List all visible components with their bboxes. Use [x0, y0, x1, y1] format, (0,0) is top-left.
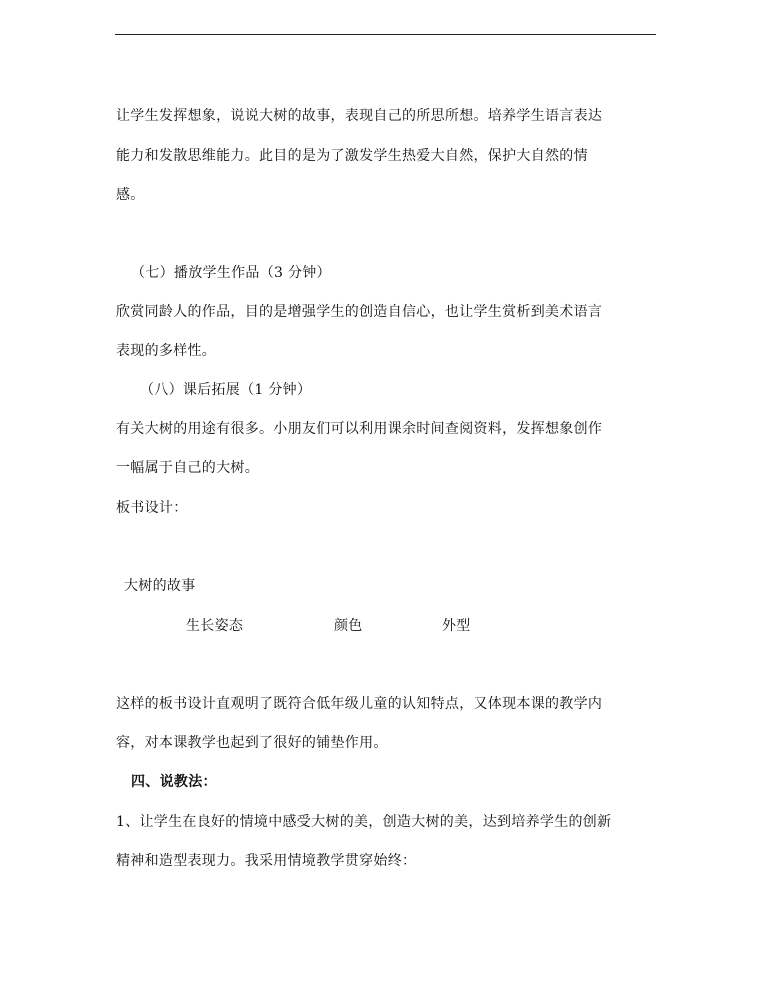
section-4-heading: 四、说教法：	[131, 774, 217, 790]
section-4-line-1: 1、让学生在良好的情境中感受大树的美，创造大树的美，达到培养学生的创新	[116, 814, 612, 830]
board-item-shape: 外型	[442, 618, 471, 634]
paragraph-1-line-1: 让学生发挥想象，说说大树的故事，表现自己的所思所想。培养学生语言表达	[116, 108, 603, 124]
section-7-line-1: 欣赏同龄人的作品，目的是增强学生的创造自信心，也让学生赏析到美术语言	[116, 304, 603, 320]
board-title: 大树的故事	[124, 578, 196, 594]
header-rule	[115, 34, 656, 35]
section-7-line-2: 表现的多样性。	[116, 343, 217, 359]
paragraph-2-line-2: 容，对本课教学也起到了很好的铺垫作用。	[116, 735, 388, 751]
board-item-growth-posture: 生长姿态	[186, 618, 244, 634]
board-item-color: 颜色	[334, 618, 363, 634]
section-8-line-1: 有关大树的用途有很多。小朋友们可以利用课余时间查阅资料，发挥想象创作	[116, 421, 603, 437]
section-7-heading: （七）播放学生作品（3 分钟）	[131, 265, 331, 281]
section-4-line-2: 精神和造型表现力。我采用情境教学贯穿始终：	[116, 853, 417, 869]
section-8-heading: （八）课后拓展（1 分钟）	[140, 382, 312, 398]
paragraph-1-line-2: 能力和发散思维能力。此目的是为了激发学生热爱大自然，保护大自然的情	[116, 148, 588, 164]
section-8-line-2: 一幅属于自己的大树。	[116, 460, 259, 476]
board-design-label: 板书设计：	[116, 500, 188, 516]
paragraph-2-line-1: 这样的板书设计直观明了既符合低年级儿童的认知特点，又体现本课的教学内	[116, 696, 603, 712]
paragraph-1-line-3: 感。	[116, 187, 145, 203]
